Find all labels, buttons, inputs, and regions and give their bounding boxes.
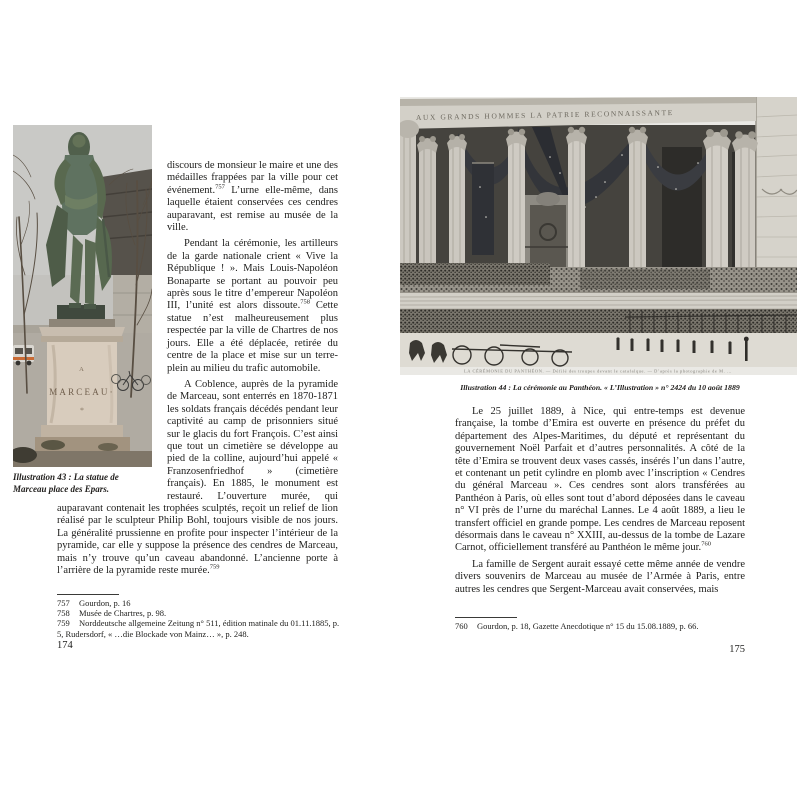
left-page-footnotes (57, 594, 340, 639)
paragraph: La famille de Sergent aurait essayé cette même année de vendre divers souvenirs de Marceau au musée de l’Armée à Paris, entre autres les cendres que Sergent-Marceau avait conservées, mais (455, 558, 745, 595)
architrave-inscription: AUX GRANDS HOMMES LA PATRIE RECONNAISSANTE (415, 108, 674, 122)
footnote-text: Gourdon, p. 16 (79, 598, 131, 608)
column (566, 127, 587, 289)
paragraph: discours de monsieur le maire et une des médailles frappées par la ville pour cet événement.$^{757}$ L’urne elle-même, dans laquelle étaient conservées ces cendres auparavant, est remise au musée de la ville. (167, 160, 338, 234)
pedestal-inscription-mark: * (80, 406, 84, 415)
page-number-175: 175 (729, 644, 745, 655)
pedestal-inscription-a: A (79, 366, 85, 373)
footnote-rule (57, 594, 119, 595)
troops-row (400, 309, 797, 336)
illustration-44-caption: Illustration 44 : La cérémonie au Panthéon. « L’Illustration » n° 2424 du 10 août 1889 (460, 383, 740, 392)
lamppost (745, 341, 748, 361)
engraving-plate-caption: LA CÉRÉMONIE DU PANTHÉON. — Défilé des troupes devant le catafalque. — D’après la photographie de M. … (463, 368, 733, 374)
paragraph: A Coblence, auprès de la pyramide de Marceau, sont enterrés en 1870-1871 les soldats français décédés pendant leur captivité au camp de prisonniers situé sur le glacis du fort François. C’est ainsi que tout un cimetière se développe au pied de la colline, aujourd’hui appelé « Franzosenfriedhof » (cimetière français). En 1885, le monument est restauré. L’ouverture murée, qui auparavant contenait les trophées sculptés, reçoit un relief de lion réalisé par le sculpteur Philip Bohl, toujours visible de nos jours. La généralité prussienne en profite pour inspecter l’intérieur de la pyramide, car elle y suppose la présence des cendres de Marceau, mais n’y trouve qu’un caveau abandonné. L’ancienne porte à l’arrière de la pyramide reste murée.$^{759}$ (57, 378, 338, 576)
photo-wrap-spacer (57, 160, 167, 502)
footnote-reference: 757 (215, 183, 225, 191)
crowd-on-steps (400, 263, 797, 311)
paragraph: Le 25 juillet 1889, à Nice, qui entre-temps est devenue française, la tombe d’Emira est ouverte en présence du préfet du département des Alpes-Maritimes, du député et représentant du gouvernement Noël Parfait et d’autres personnalités. A côté de la tête d’Emira se trouvent deux vases cassés, insérés l’un dans l’autre, et contenant un petit cylindre en plomb avec l’inscription « Cendres du général Marceau ». Ces cendres sont alors transférées au Panthéon à Paris, où elles sont tout d’abord déposées dans le caveau n° VI près de l’urne du maréchal Lannes. Le 4 août 1889, a lieu le transfert officiel en grande pompe. Les cendres de Marceau reposent désormais dans le caveau n° XXIII, au-dessus de la tombe de Lazare Carnot, officiellement transféré au Panthéon le même jour.$^{760}$ (455, 406, 745, 554)
left-page-body-text (57, 160, 338, 577)
footnote (57, 598, 340, 608)
caption-line: Marceau place des Epars. (13, 483, 109, 494)
footnote-reference: 758 (300, 298, 310, 306)
footnote-text: Norddeutsche allgemeine Zeitung n° 511, édition matinale du 01.11.1885, p. 5, Rudersdorf, « …die Blockade von Mainz… », p. 248. (57, 618, 340, 639)
footnote-number: 757 (57, 598, 70, 608)
footnote-rule (455, 617, 517, 618)
footnote-number: 759 (57, 618, 70, 629)
paragraph: Pendant la cérémonie, les artilleurs de la garde nationale crient « Vive la République ! ». Mais Louis-Napoléon Bonaparte se portant au pouvoir peu après sous le titre d’empereur Napoléon III, l’unité est alors dissoute.$^{758}$ Cette statue n’est malheureusement plus respectée par la ville de Chartres de nos jours. Elle a été déplacée, retirée du centre de la place et mise sur un terre-plein au milieu du trafic automobile. (167, 238, 338, 374)
footnote (57, 618, 340, 638)
footnote-text: Musée de Chartres, p. 98. (79, 608, 167, 619)
caption-line: Illustration 43 : La statue de (13, 472, 119, 482)
footnote-number: 758 (57, 608, 70, 619)
right-page-footnotes (455, 617, 745, 631)
pantheon-engraving-svg (400, 97, 797, 375)
footnote-reference: 759 (209, 563, 220, 571)
pantheon-engraving (400, 97, 797, 375)
footnote-reference: 760 (701, 540, 711, 548)
right-page-body-text (455, 406, 745, 596)
page-number-174: 174 (57, 640, 73, 651)
footnote-text: Gourdon, p. 18, Gazette Anecdotique n° 15 du 15.08.1889, p. 66. (477, 621, 699, 631)
footnote-number: 760 (455, 621, 468, 631)
footnote (57, 608, 340, 618)
foreground (400, 333, 797, 367)
pedestal-inscription-marceau: MARCEAU· (49, 387, 115, 397)
footnote (455, 621, 745, 631)
column (627, 127, 648, 289)
